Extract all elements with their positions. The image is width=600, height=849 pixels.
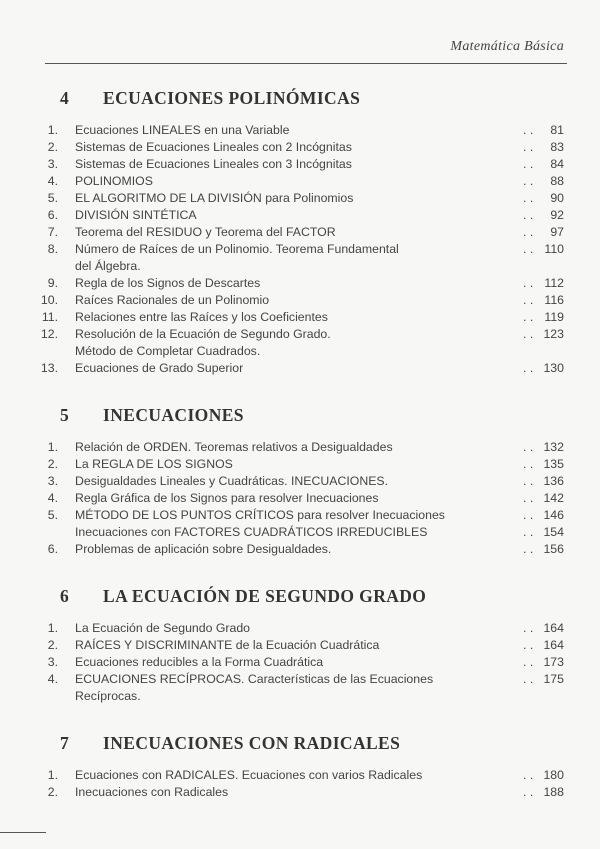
toc-section [0, 584, 600, 705]
toc-entry [0, 620, 600, 637]
entry-page: 156 [543, 541, 564, 556]
dot-leader: . . [523, 654, 534, 669]
toc-entry [0, 654, 600, 671]
toc-entry-line [0, 654, 600, 671]
toc-entry [0, 490, 600, 507]
entry-number: 3. [47, 473, 58, 488]
entry-page: 173 [543, 654, 564, 669]
entry-number: 7. [47, 224, 58, 239]
entry-page: 132 [543, 439, 564, 454]
entry-number: 1. [47, 439, 58, 454]
entry-title: Ecuaciones reducibles a la Forma Cuadrática [75, 654, 324, 669]
entry-page: 180 [543, 767, 564, 782]
entry-title: Inecuaciones con FACTORES CUADRÁTICOS IRREDUCIBLES [75, 524, 428, 539]
entry-title: EL ALGORITMO DE LA DIVISIÓN para Polinomios [75, 190, 354, 205]
toc-entry-line [0, 258, 600, 275]
toc-entry-line [0, 156, 600, 173]
entry-title: ECUACIONES RECÍPROCAS. Características de las Ecuaciones [75, 671, 434, 686]
dot-leader: . . [523, 275, 534, 290]
toc-entry [0, 541, 600, 558]
entry-number: 2. [47, 456, 58, 471]
entry-number: 13. [40, 360, 58, 375]
toc-entry-line [0, 784, 600, 801]
toc-entry-line [0, 309, 600, 326]
toc-entry [0, 456, 600, 473]
entry-number: 9. [47, 275, 58, 290]
entry-number: 2. [47, 784, 58, 799]
entry-number: 11. [41, 309, 58, 324]
entry-number: 4. [47, 173, 58, 188]
toc-entry [0, 767, 600, 784]
toc-entry [0, 156, 600, 173]
entry-page: 142 [543, 490, 564, 505]
entry-title: Regla Gráfica de los Signos para resolver Inecuaciones [75, 490, 379, 505]
entry-number: 12. [40, 326, 58, 341]
chapter-title: ECUACIONES POLINÓMICAS [103, 88, 361, 108]
chapter-number: 7 [60, 733, 70, 753]
entry-title: Número de Raíces de un Polinomio. Teorema Fundamental [75, 241, 399, 256]
toc-entry-line [0, 507, 600, 524]
dot-leader: . . [523, 309, 534, 324]
entry-number: 4. [47, 671, 58, 686]
entry-page: 175 [543, 671, 564, 686]
entry-number: 3. [47, 654, 58, 669]
toc-entry-line [0, 541, 600, 558]
toc-entry-line [0, 637, 600, 654]
entry-title: Ecuaciones de Grado Superior [75, 360, 244, 375]
running-header-title: Matemática Básica [450, 39, 564, 54]
chapter-number: 4 [60, 88, 70, 108]
toc-entry-line [0, 671, 600, 688]
dot-leader: . . [523, 360, 534, 375]
entry-title: del Álgebra. [75, 258, 141, 273]
entry-title: Desigualdades Lineales y Cuadráticas. INECUACIONES. [75, 473, 389, 488]
chapter-heading [0, 86, 600, 110]
entry-number: 2. [47, 637, 58, 652]
toc-entry [0, 122, 600, 139]
toc-entry-line [0, 275, 600, 292]
toc-entry [0, 439, 600, 456]
entry-title: Ecuaciones con RADICALES. Ecuaciones con varios Radicales [75, 767, 423, 782]
footer-rule [0, 832, 46, 833]
entry-page: 136 [543, 473, 564, 488]
entry-number: 1. [47, 767, 58, 782]
entry-page: 88 [550, 173, 564, 188]
dot-leader: . . [523, 156, 534, 171]
dot-leader: . . [523, 620, 534, 635]
dot-leader: . . [523, 224, 534, 239]
toc-entry-line [0, 767, 600, 784]
toc-entry [0, 637, 600, 654]
chapter-title: INECUACIONES [103, 405, 244, 425]
dot-leader: . . [523, 190, 534, 205]
toc-entry-line [0, 456, 600, 473]
toc-entry-line [0, 224, 600, 241]
entry-number: 4. [47, 490, 58, 505]
toc-entry [0, 173, 600, 190]
entry-number: 1. [47, 122, 58, 137]
chapter-heading [0, 403, 600, 427]
entry-title: Relaciones entre las Raíces y los Coeficientes [75, 309, 328, 324]
toc-entry [0, 292, 600, 309]
dot-leader: . . [523, 439, 534, 454]
entry-page: 92 [550, 207, 564, 222]
entry-page: 146 [543, 507, 564, 522]
dot-leader: . . [523, 507, 534, 522]
toc-entry-line [0, 360, 600, 377]
entry-title: La Ecuación de Segundo Grado [75, 620, 251, 635]
entry-number: 6. [47, 207, 58, 222]
entry-title: Relación de ORDEN. Teoremas relativos a Desigualdades [75, 439, 393, 454]
toc-section [0, 403, 600, 558]
entry-page: 112 [544, 275, 564, 290]
toc-entry [0, 241, 600, 275]
toc-entry-line [0, 241, 600, 258]
entry-page: 97 [550, 224, 564, 239]
toc-entry [0, 360, 600, 377]
dot-leader: . . [523, 784, 534, 799]
entry-page: 90 [550, 190, 564, 205]
chapter-heading [0, 731, 600, 755]
toc-entry [0, 309, 600, 326]
entry-title: Método de Completar Cuadrados. [75, 343, 261, 358]
entry-number: 10. [40, 292, 58, 307]
toc-entry-line [0, 173, 600, 190]
dot-leader: . . [523, 541, 534, 556]
toc-entry-line [0, 473, 600, 490]
entry-number: 5. [47, 190, 58, 205]
entry-page: 130 [543, 360, 564, 375]
chapter-title: INECUACIONES CON RADICALES [103, 733, 401, 753]
dot-leader: . . [523, 767, 534, 782]
dot-leader: . . [523, 292, 534, 307]
entry-number: 5. [47, 507, 58, 522]
dot-leader: . . [523, 326, 534, 341]
entry-page: 154 [543, 524, 564, 539]
toc-entry [0, 784, 600, 801]
entry-title: DIVISIÓN SINTÉTICA [75, 207, 197, 222]
entry-title: Sistemas de Ecuaciones Lineales con 2 Incógnitas [75, 139, 352, 154]
entry-page: 135 [543, 456, 564, 471]
toc-entry [0, 190, 600, 207]
entry-title: Regla de los Signos de Descartes [75, 275, 261, 290]
entry-title: Recíprocas. [75, 688, 141, 703]
toc-entry [0, 207, 600, 224]
entry-page: 110 [544, 241, 564, 256]
entry-number: 1. [47, 620, 58, 635]
entry-page: 116 [544, 292, 564, 307]
toc-section [0, 731, 600, 801]
chapter-number: 5 [60, 405, 70, 425]
entry-number: 3. [47, 156, 58, 171]
entry-title: Sistemas de Ecuaciones Lineales con 3 Incógnitas [75, 156, 352, 171]
entry-title: POLINOMIOS [75, 173, 153, 188]
toc-entry [0, 507, 600, 524]
chapter-number: 6 [60, 586, 70, 606]
entry-title: La REGLA DE LOS SIGNOS [75, 456, 233, 471]
dot-leader: . . [523, 173, 534, 188]
entry-title: Problemas de aplicación sobre Desigualdades. [75, 541, 332, 556]
entry-title: Raíces Racionales de un Polinomio [75, 292, 270, 307]
entry-page: 164 [543, 620, 564, 635]
entry-title: Resolución de la Ecuación de Segundo Grado. [75, 326, 331, 341]
dot-leader: . . [523, 473, 534, 488]
toc-entry-line [0, 139, 600, 156]
chapter-heading [0, 584, 600, 608]
toc-entry-line [0, 343, 600, 360]
toc-entry-line [0, 688, 600, 705]
table-of-contents [0, 86, 600, 801]
toc-entry [0, 473, 600, 490]
toc-section [0, 86, 600, 377]
toc-entry [0, 326, 600, 360]
header-rule [45, 63, 567, 64]
toc-entry [0, 524, 600, 541]
toc-entry-line [0, 122, 600, 139]
dot-leader: . . [523, 490, 534, 505]
toc-entry-line [0, 326, 600, 343]
dot-leader: . . [523, 139, 534, 154]
dot-leader: . . [523, 207, 534, 222]
entry-title: Ecuaciones LINEALES en una Variable [75, 122, 290, 137]
dot-leader: . . [523, 241, 534, 256]
entry-title: RAÍCES Y DISCRIMINANTE de la Ecuación Cuadrática [75, 637, 380, 652]
toc-entry [0, 139, 600, 156]
entry-title: Teorema del RESIDUO y Teorema del FACTOR [75, 224, 336, 239]
toc-entry-line [0, 439, 600, 456]
dot-leader: . . [523, 122, 534, 137]
toc-entry-line [0, 620, 600, 637]
toc-entry [0, 224, 600, 241]
entry-number: 2. [47, 139, 58, 154]
dot-leader: . . [523, 524, 534, 539]
toc-entry-line [0, 207, 600, 224]
entry-page: 81 [550, 122, 564, 137]
toc-entry-line [0, 292, 600, 309]
toc-entry [0, 275, 600, 292]
entry-page: 83 [550, 139, 564, 154]
toc-entry-line [0, 524, 600, 541]
dot-leader: . . [523, 637, 534, 652]
entry-page: 123 [543, 326, 564, 341]
entry-number: 6. [47, 541, 58, 556]
toc-entry-line [0, 490, 600, 507]
toc-entry [0, 671, 600, 705]
chapter-title: LA ECUACIÓN DE SEGUNDO GRADO [103, 586, 427, 606]
entry-page: 84 [550, 156, 564, 171]
dot-leader: . . [523, 456, 534, 471]
toc-entry-line [0, 190, 600, 207]
entry-title: MÉTODO DE LOS PUNTOS CRÍTICOS para resolver Inecuaciones [75, 507, 445, 522]
entry-page: 188 [543, 784, 564, 799]
entry-number: 8. [47, 241, 58, 256]
entry-page: 164 [543, 637, 564, 652]
entry-title: Inecuaciones con Radicales [75, 784, 229, 799]
dot-leader: . . [523, 671, 534, 686]
entry-page: 119 [544, 309, 564, 324]
